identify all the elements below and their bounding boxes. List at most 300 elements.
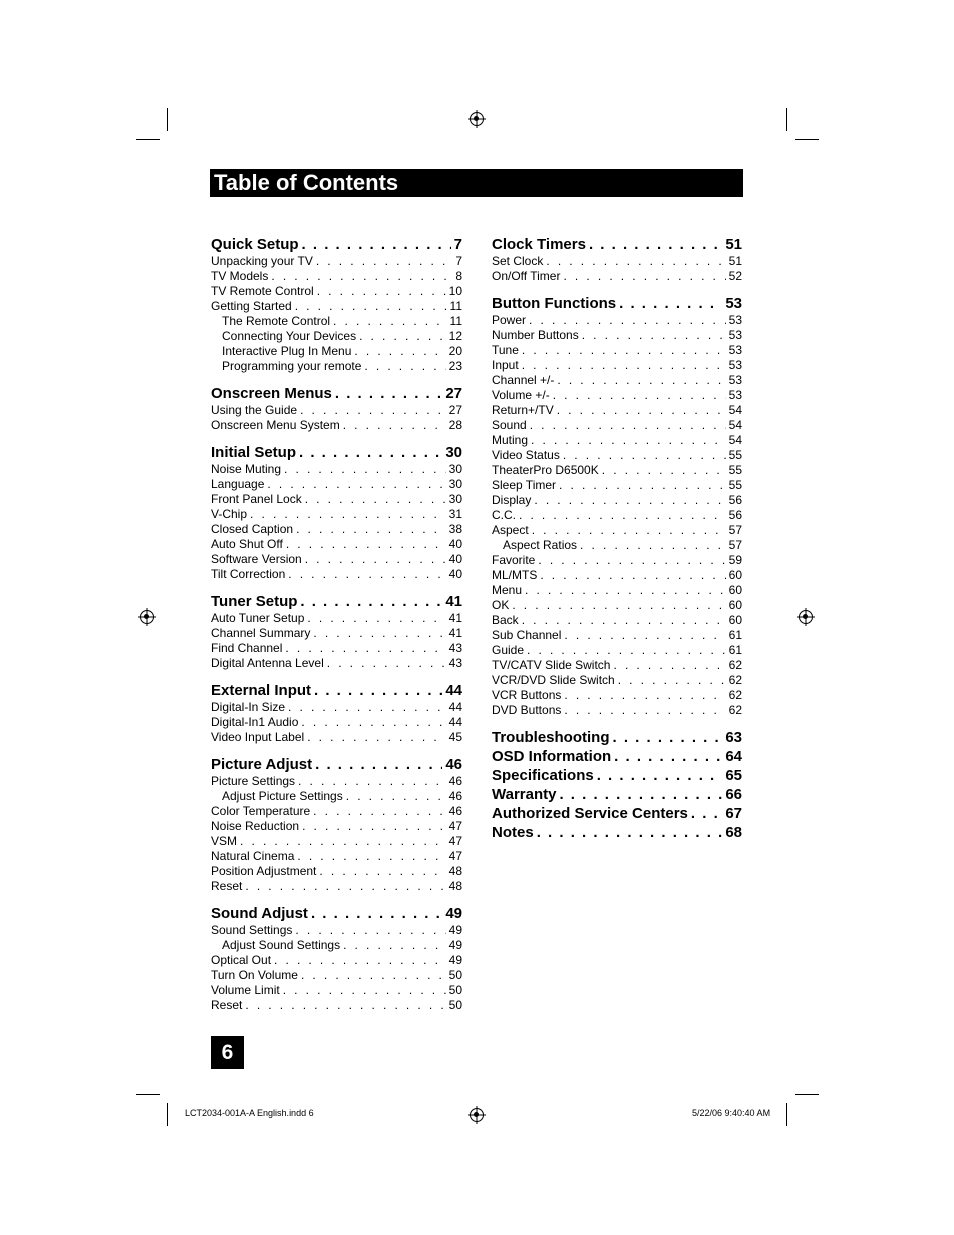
toc-entry — [492, 553, 742, 568]
dot-leader — [305, 492, 446, 507]
crop-mark — [786, 108, 787, 131]
toc-entry-page: 54 — [728, 418, 742, 432]
toc-entry-page: 11 — [449, 299, 462, 313]
toc-entry — [211, 254, 462, 269]
toc-entry-page: 11 — [449, 314, 462, 328]
toc-entry-page: 60 — [728, 583, 742, 597]
toc-entry-label: TV/CATV Slide Switch — [492, 658, 611, 672]
toc-entry — [211, 834, 462, 849]
toc-entry-page: 41 — [448, 626, 462, 640]
toc-section — [211, 756, 462, 894]
toc-entry — [211, 329, 462, 344]
toc-entry-label: Video Status — [492, 448, 560, 462]
toc-entry-label: Back — [492, 613, 519, 627]
toc-entry — [492, 568, 742, 583]
toc-entry — [211, 507, 462, 522]
toc-entry-label: Input — [492, 358, 519, 372]
toc-entry — [492, 478, 742, 493]
toc-entry-page: 40 — [448, 537, 462, 551]
toc-section-heading — [211, 236, 462, 254]
toc-entry — [211, 864, 462, 879]
toc-entry-page: 20 — [448, 344, 462, 358]
toc-entry-label: Aspect Ratios — [503, 538, 578, 552]
toc-entry-label: Display — [492, 493, 532, 507]
toc-entry — [492, 658, 742, 673]
toc-section — [211, 236, 462, 374]
toc-entry-label: Aspect — [492, 523, 529, 537]
toc-entry-label: Channel +/- — [492, 373, 555, 387]
dot-leader — [563, 269, 725, 284]
footer-datetime: 5/22/06 9:40:40 AM — [692, 1108, 771, 1118]
toc-entry — [211, 284, 462, 299]
toc-entry-label: Reset — [211, 879, 243, 893]
toc-entry-page: 12 — [448, 329, 462, 343]
dot-leader — [300, 403, 446, 418]
toc-entry-label: Sound — [492, 418, 527, 432]
dot-leader — [305, 552, 446, 567]
toc-entry — [492, 598, 742, 613]
toc-entry-label: Connecting Your Devices — [222, 329, 357, 343]
dot-leader — [538, 553, 725, 568]
toc-entry-label: Noise Muting — [211, 462, 282, 476]
toc-entry-page: 30 — [448, 477, 462, 491]
toc-entry — [492, 418, 742, 433]
toc-section — [211, 682, 462, 745]
toc-entry — [211, 418, 462, 433]
toc-entry-page: 31 — [448, 507, 462, 521]
dot-leader — [564, 688, 725, 703]
toc-entry-page: 27 — [448, 403, 462, 417]
toc-entry-label: VCR Buttons — [492, 688, 562, 702]
toc-section-heading-label: Authorized Service Centers — [492, 805, 688, 822]
toc-section — [211, 444, 462, 582]
toc-entry-label: Reset — [211, 998, 243, 1012]
toc-entry-page: 57 — [728, 538, 742, 552]
dot-leader — [619, 295, 722, 313]
toc-entry — [211, 730, 462, 745]
dot-leader — [327, 656, 446, 671]
dot-leader — [301, 968, 446, 983]
registration-mark-icon — [799, 610, 813, 624]
dot-leader — [288, 700, 446, 715]
dot-leader — [319, 864, 445, 879]
dot-leader — [532, 523, 726, 538]
dot-leader — [582, 328, 726, 343]
toc-entry-label: Closed Caption — [211, 522, 294, 536]
dot-leader — [311, 905, 442, 923]
toc-entry — [492, 613, 742, 628]
toc-entry — [211, 522, 462, 537]
page-number: 6 — [211, 1036, 244, 1069]
toc-entry — [211, 774, 462, 789]
toc-entry-label: Number Buttons — [492, 328, 579, 342]
toc-entry-label: Video Input Label — [211, 730, 305, 744]
toc-entry-page: 53 — [728, 343, 742, 357]
dot-leader — [298, 774, 446, 789]
toc-entry-page: 53 — [728, 313, 742, 327]
toc-entry-page: 55 — [728, 448, 742, 462]
toc-entry — [211, 641, 462, 656]
dot-leader — [299, 444, 442, 462]
toc-entry — [492, 254, 742, 269]
toc-entry-label: Digital-In1 Audio — [211, 715, 299, 729]
toc-section-heading — [492, 748, 742, 766]
toc-entry — [211, 656, 462, 671]
toc-entry-page: 51 — [728, 254, 742, 268]
toc-entry-page: 50 — [448, 983, 462, 997]
toc-entry — [492, 403, 742, 418]
toc-entry-label: Front Panel Lock — [211, 492, 302, 506]
toc-entry — [211, 819, 462, 834]
dot-leader — [589, 236, 722, 254]
toc-entry-page: 50 — [448, 968, 462, 982]
toc-entry-label: Auto Tuner Setup — [211, 611, 305, 625]
dot-leader — [300, 593, 442, 611]
toc-entry-page: 44 — [448, 700, 462, 714]
toc-entry — [492, 508, 742, 523]
toc-left-column — [211, 236, 462, 1024]
toc-entry-label: Tune — [492, 343, 519, 357]
toc-entry-label: Interactive Plug In Menu — [222, 344, 352, 358]
toc-entry-page: 47 — [448, 849, 462, 863]
page-title: Table of Contents — [210, 169, 743, 197]
toc-entry-page: 55 — [728, 478, 742, 492]
toc-section — [211, 385, 462, 433]
toc-section-heading-page: 66 — [725, 786, 742, 803]
dot-leader — [529, 313, 726, 328]
dot-leader — [302, 236, 451, 254]
toc-entry-label: Muting — [492, 433, 529, 447]
toc-entry-label: Position Adjustment — [211, 864, 317, 878]
toc-entry-label: Noise Reduction — [211, 819, 300, 833]
toc-entry-label: Adjust Sound Settings — [222, 938, 341, 952]
toc-entry-page: 56 — [728, 493, 742, 507]
toc-entry-label: Auto Shut Off — [211, 537, 283, 551]
toc-entry — [211, 849, 462, 864]
toc-entry-label: Turn On Volume — [211, 968, 298, 982]
toc-section-heading-label: Quick Setup — [211, 236, 299, 253]
toc-entry-label: Color Temperature — [211, 804, 311, 818]
dot-leader — [301, 715, 445, 730]
dot-leader — [343, 938, 446, 953]
toc-section-heading-page: 46 — [445, 756, 462, 773]
toc-entry — [211, 567, 462, 582]
toc-section-heading-page: 49 — [445, 905, 462, 922]
toc-entry — [492, 538, 742, 553]
dot-leader — [613, 729, 723, 747]
toc-entry-page: 49 — [448, 953, 462, 967]
toc-entry — [211, 968, 462, 983]
toc-section — [211, 905, 462, 1013]
dot-leader — [614, 748, 722, 766]
toc-section-heading-page: 63 — [725, 729, 742, 746]
toc-section-heading-page: 51 — [725, 236, 742, 253]
toc-entry-page: 43 — [448, 641, 462, 655]
toc-section-heading — [492, 824, 742, 842]
dot-leader — [333, 314, 446, 329]
dot-leader — [313, 626, 445, 641]
toc-section-heading — [211, 444, 462, 462]
toc-entry — [492, 493, 742, 508]
crop-mark — [136, 139, 160, 140]
dot-leader — [527, 643, 726, 658]
toc-entry-page: 49 — [448, 938, 462, 952]
toc-entry-label: Favorite — [492, 553, 536, 567]
toc-entry-label: V-Chip — [211, 507, 248, 521]
toc-entry-label: Programming your remote — [222, 359, 362, 373]
crop-mark — [167, 1103, 168, 1126]
toc-section-heading-label: Warranty — [492, 786, 557, 803]
toc-entry-label: On/Off Timer — [492, 269, 561, 283]
toc-entry-label: Language — [211, 477, 265, 491]
toc-entry — [211, 626, 462, 641]
toc-entry — [211, 537, 462, 552]
dot-leader — [267, 477, 445, 492]
toc-section-heading-page: 7 — [453, 236, 462, 253]
toc-entry — [492, 523, 742, 538]
toc-entry — [211, 403, 462, 418]
toc-entry-page: 53 — [728, 388, 742, 402]
dot-leader — [346, 789, 446, 804]
toc-entry — [211, 611, 462, 626]
dot-leader — [530, 418, 726, 433]
toc-section-heading-label: Sound Adjust — [211, 905, 308, 922]
toc-entry — [492, 433, 742, 448]
toc-entry-label: Power — [492, 313, 527, 327]
dot-leader — [557, 403, 726, 418]
toc-entry — [211, 299, 462, 314]
toc-section-heading-page: 44 — [445, 682, 462, 699]
toc-entry-label: Menu — [492, 583, 523, 597]
dot-leader — [553, 388, 726, 403]
dot-leader — [297, 849, 445, 864]
toc-section-heading — [492, 729, 742, 747]
toc-entry — [211, 998, 462, 1013]
toc-entry-page: 10 — [448, 284, 462, 298]
toc-entry-page: 54 — [728, 403, 742, 417]
toc-entry-page: 46 — [448, 789, 462, 803]
toc-entry — [492, 343, 742, 358]
dot-leader — [540, 568, 725, 583]
toc-entry-page: 61 — [728, 628, 742, 642]
toc-section-heading — [492, 295, 742, 313]
toc-section-heading-label: Onscreen Menus — [211, 385, 332, 402]
dot-leader — [531, 433, 726, 448]
toc-entry-page: 43 — [448, 656, 462, 670]
toc-entry — [211, 269, 462, 284]
toc-entry-label: DVD Buttons — [492, 703, 562, 717]
toc-entry-label: The Remote Control — [222, 314, 331, 328]
toc-section-heading-page: 65 — [725, 767, 742, 784]
toc-entry — [492, 643, 742, 658]
toc-entry — [211, 359, 462, 374]
toc-entry-page: 30 — [448, 492, 462, 506]
dot-leader — [557, 373, 725, 388]
toc-entry — [211, 923, 462, 938]
dot-leader — [519, 508, 726, 523]
dot-leader — [295, 923, 445, 938]
toc-entry — [492, 688, 742, 703]
toc-section-heading-page: 30 — [445, 444, 462, 461]
toc-entry-page: 56 — [728, 508, 742, 522]
toc-entry — [492, 328, 742, 343]
toc-entry — [492, 313, 742, 328]
dot-leader — [295, 299, 447, 314]
toc-entry — [492, 448, 742, 463]
toc-entry-label: Find Channel — [211, 641, 283, 655]
toc-entry-label: Sleep Timer — [492, 478, 557, 492]
toc-entry-page: 61 — [728, 643, 742, 657]
dot-leader — [271, 269, 452, 284]
toc-entry-label: Adjust Picture Settings — [222, 789, 343, 803]
toc-section-heading — [492, 786, 742, 804]
toc-entry — [492, 358, 742, 373]
crop-mark — [136, 1094, 160, 1095]
crop-mark — [167, 108, 168, 131]
toc-entry-page: 30 — [448, 462, 462, 476]
toc-entry-label: Guide — [492, 643, 525, 657]
toc-entry-page: 48 — [448, 864, 462, 878]
dot-leader — [250, 507, 446, 522]
toc-section — [492, 295, 742, 718]
toc-entry-page: 52 — [728, 269, 742, 283]
toc-entry — [492, 388, 742, 403]
dot-leader — [315, 756, 442, 774]
toc-entry — [492, 673, 742, 688]
dot-leader — [285, 641, 445, 656]
toc-entry — [492, 463, 742, 478]
toc-section-heading-label: OSD Information — [492, 748, 612, 765]
dot-leader — [559, 478, 726, 493]
toc-entry-page: 62 — [728, 658, 742, 672]
dot-leader — [525, 583, 726, 598]
toc-section-heading-label: Initial Setup — [211, 444, 297, 461]
dot-leader — [307, 611, 445, 626]
toc-entry-page: 45 — [448, 730, 462, 744]
toc-entry-label: OK — [492, 598, 510, 612]
toc-entry-label: Natural Cinema — [211, 849, 295, 863]
toc-entry-page: 55 — [728, 463, 742, 477]
toc-entry-label: Channel Summary — [211, 626, 311, 640]
toc-entry-page: 47 — [448, 834, 462, 848]
toc-entry — [211, 552, 462, 567]
crop-mark — [786, 1103, 787, 1126]
toc-entry-label: Digital-In Size — [211, 700, 286, 714]
toc-section-heading — [211, 593, 462, 611]
toc-entry — [211, 314, 462, 329]
toc-entry — [211, 477, 462, 492]
toc-section-heading — [211, 756, 462, 774]
dot-leader — [288, 567, 445, 582]
toc-entry-label: Getting Started — [211, 299, 292, 313]
toc-section-heading — [211, 905, 462, 923]
toc-entry-page: 48 — [448, 879, 462, 893]
toc-entry-page: 57 — [728, 523, 742, 537]
toc-entry — [492, 703, 742, 718]
toc-section-heading-label: Picture Adjust — [211, 756, 313, 773]
toc-entry — [492, 373, 742, 388]
toc-entry-label: VCR/DVD Slide Switch — [492, 673, 615, 687]
dot-leader — [522, 358, 726, 373]
toc-entry — [211, 462, 462, 477]
toc-entry-label: Picture Settings — [211, 774, 296, 788]
toc-section-heading-page: 27 — [445, 385, 462, 402]
toc-section-heading-label: External Input — [211, 682, 312, 699]
dot-leader — [564, 703, 725, 718]
toc-entry — [211, 700, 462, 715]
toc-entry-label: C.C. — [492, 508, 516, 522]
dot-leader — [602, 463, 726, 478]
toc-entry-page: 28 — [448, 418, 462, 432]
toc-entry-page: 60 — [728, 598, 742, 612]
toc-entry-page: 7 — [455, 254, 462, 268]
toc-section-heading-label: Troubleshooting — [492, 729, 610, 746]
dot-leader — [313, 804, 445, 819]
dot-leader — [534, 493, 725, 508]
toc-entry-label: Volume +/- — [492, 388, 550, 402]
toc-section-heading — [211, 385, 462, 403]
toc-entry-page: 40 — [448, 567, 462, 581]
toc-entry-label: VSM — [211, 834, 238, 848]
dot-leader — [522, 343, 726, 358]
dot-leader — [335, 385, 442, 403]
dot-leader — [559, 786, 722, 804]
toc-section-heading — [211, 682, 462, 700]
dot-leader — [307, 730, 445, 745]
dot-leader — [354, 344, 445, 359]
toc-entry-page: 38 — [448, 522, 462, 536]
toc-entry — [492, 269, 742, 284]
dot-leader — [546, 254, 725, 269]
registration-mark-icon — [470, 1108, 484, 1122]
toc-entry-label: Unpacking your TV — [211, 254, 313, 268]
toc-entry-page: 46 — [448, 774, 462, 788]
dot-leader — [317, 284, 446, 299]
toc-section-heading-label: Clock Timers — [492, 236, 586, 253]
toc-entry-label: Software Version — [211, 552, 302, 566]
toc-entry-page: 60 — [728, 568, 742, 582]
toc-section-heading-label: Specifications — [492, 767, 594, 784]
toc-section-heading — [492, 236, 742, 254]
dot-leader — [240, 834, 446, 849]
toc-section — [492, 236, 742, 284]
toc-entry-page: 62 — [728, 688, 742, 702]
toc-entry — [492, 583, 742, 598]
toc-section-heading-page: 53 — [725, 295, 742, 312]
dot-leader — [564, 628, 725, 643]
toc-section-heading-page: 67 — [725, 805, 742, 822]
toc-section — [211, 593, 462, 671]
toc-entry-label: Onscreen Menu System — [211, 418, 340, 432]
toc-entry — [211, 715, 462, 730]
dot-leader — [618, 673, 726, 688]
toc-entry — [211, 938, 462, 953]
dot-leader — [364, 359, 445, 374]
toc-right-column — [492, 236, 742, 843]
dot-leader — [512, 598, 725, 613]
toc-section-heading — [492, 805, 742, 823]
dot-leader — [245, 879, 445, 894]
toc-entry — [211, 789, 462, 804]
toc-section-heading — [492, 767, 742, 785]
toc-entry-page: 53 — [728, 358, 742, 372]
footer-file: LCT2034-001A-A English.indd 6 — [185, 1108, 314, 1118]
dot-leader — [245, 998, 445, 1013]
dot-leader — [537, 824, 723, 842]
dot-leader — [343, 418, 446, 433]
toc-entry-label: Using the Guide — [211, 403, 298, 417]
toc-section-heading-page: 68 — [725, 824, 742, 841]
